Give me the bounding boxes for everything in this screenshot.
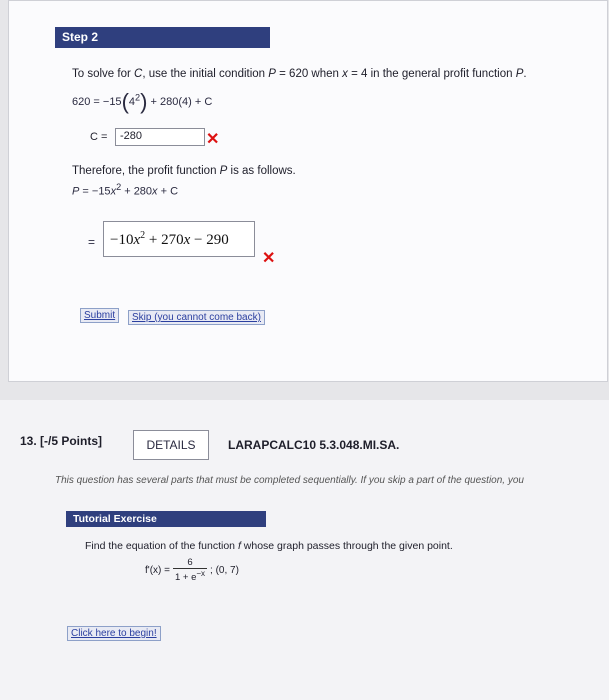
skip-button[interactable]: Skip (you cannot come back) xyxy=(128,310,265,325)
denominator-exponent: −x xyxy=(196,569,206,578)
term: −10 xyxy=(110,232,134,248)
intro-part: . xyxy=(523,68,527,80)
profit-function-input[interactable] xyxy=(103,221,255,257)
intro-part: To solve for xyxy=(72,68,134,80)
var-p: P xyxy=(219,165,228,177)
therefore-part: is as follows. xyxy=(227,165,296,177)
details-button[interactable]: DETAILS xyxy=(133,430,209,460)
question-header: 13. [-/5 Points] xyxy=(20,434,103,448)
close-paren: ) xyxy=(140,89,148,114)
equals-sign: = xyxy=(79,185,92,198)
denominator xyxy=(173,569,207,583)
var-p: P xyxy=(72,185,80,198)
denominator-base: 1 + e xyxy=(174,572,197,584)
c-label: C = xyxy=(90,131,108,143)
term: −15 xyxy=(91,185,111,198)
intro-text xyxy=(72,68,527,80)
incorrect-icon: ✕ xyxy=(206,131,220,148)
var-p: P xyxy=(515,68,524,80)
var-x: x xyxy=(110,185,117,198)
equation-substitution xyxy=(72,85,213,114)
general-profit-function xyxy=(72,182,178,198)
submit-button[interactable]: Submit xyxy=(80,308,119,323)
therefore-text xyxy=(72,165,296,177)
term: + C xyxy=(157,185,179,198)
intro-part: = 4 in the general profit function xyxy=(347,68,516,80)
begin-button[interactable]: Click here to begin! xyxy=(67,626,161,641)
step-title: Step 2 xyxy=(62,30,99,44)
prompt-part: whose graph passes through the given point. xyxy=(240,540,453,552)
equation-exp: 2 xyxy=(135,92,141,103)
var-c: C xyxy=(134,68,143,80)
equation-lhs: 620 = xyxy=(72,96,103,108)
derivative-equation xyxy=(145,557,239,583)
c-answer-input[interactable]: -280 xyxy=(115,128,205,146)
exponent: 2 xyxy=(140,230,146,241)
prompt-part: Find the equation of the function xyxy=(85,540,238,552)
var-x: x xyxy=(183,232,191,248)
question-code: LARAPCALC10 5.3.048.MI.SA. xyxy=(228,438,400,452)
intro-part: = 620 when xyxy=(275,68,343,80)
numerator: 6 xyxy=(173,557,207,569)
derivative-label: f'(x) = xyxy=(145,564,170,576)
term: − 290 xyxy=(190,232,229,248)
fraction xyxy=(173,557,207,583)
equation-coef: −15 xyxy=(102,96,122,108)
var-p: P xyxy=(268,68,276,80)
sequential-notice: This question has several parts that must be completed sequentially. If you skip a part of the question, you xyxy=(55,475,524,486)
var-x: x xyxy=(152,185,158,198)
var-x: x xyxy=(133,232,141,248)
given-point: ; (0, 7) xyxy=(210,564,239,576)
open-paren: ( xyxy=(121,89,129,114)
intro-part: , use the initial condition xyxy=(142,68,269,80)
equals-sign: = xyxy=(88,235,96,249)
term: + 280 xyxy=(121,185,153,198)
profit-function-value xyxy=(110,230,229,249)
equation-rest: + 280(4) + C xyxy=(150,96,213,108)
tutorial-title: Tutorial Exercise xyxy=(73,513,157,525)
therefore-part: Therefore, the profit function xyxy=(72,165,220,177)
equation-inner: 4 xyxy=(128,96,136,108)
var-x: x xyxy=(342,68,348,80)
exponent: 2 xyxy=(116,182,122,192)
incorrect-icon: ✕ xyxy=(262,250,276,267)
term: + 270 xyxy=(145,232,184,248)
tutorial-prompt xyxy=(85,540,453,552)
var-f: f xyxy=(237,540,241,552)
